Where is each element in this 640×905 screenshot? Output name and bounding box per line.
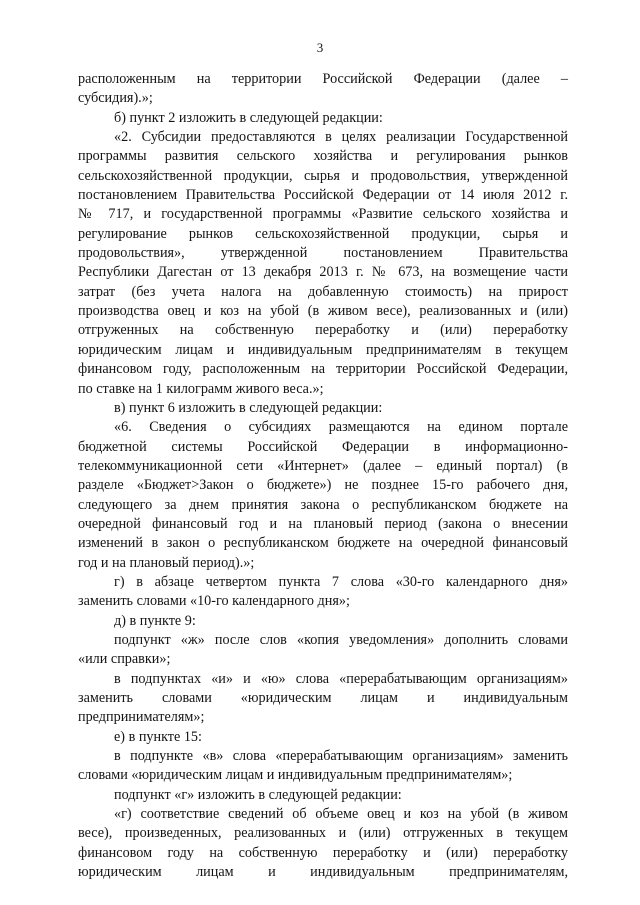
text-line: сельскохозяйственной продукции, сырья и продовольствия, утвержденной [78, 167, 568, 184]
document-body [78, 70, 568, 882]
text-line: субсидия).»; [78, 90, 153, 107]
text-line: расположенным на территории Российской Федерации (далее – [78, 71, 568, 87]
text-line: е) в пункте 15: [114, 728, 202, 745]
text-line: в) пункт 6 изложить в следующей редакции: [114, 399, 383, 416]
text-line: в подпункте «в» слова «перерабатывающим организациям» заменить [114, 748, 568, 765]
text-line: Республики Дагестан от 13 декабря 2013 г. № 673, на возмещение части [78, 264, 568, 281]
text-line: подпункт «ж» после слов «копия уведомления» дополнить словами [114, 631, 568, 648]
text-line: затрат (без учета налога на добавленную стоимость) на прирост [78, 283, 568, 300]
text-line: очередной финансовый год и на плановый период (закона о внесении [78, 515, 568, 532]
text-line: следующего за днем принятия закона о республиканском бюджете на [78, 496, 568, 513]
text-line: телекоммуникационной сети «Интернет» (далее – единый портал) (в [78, 457, 568, 474]
text-line: заменить словами «юридическим лицам и индивидуальным [78, 690, 568, 706]
text-line: предпринимателям»; [78, 709, 205, 726]
text-line: отгруженных на собственную переработку и (или) переработку [78, 322, 568, 339]
text-line: постановлением Правительства Российской Федерации от 14 июля 2012 г. [78, 187, 568, 204]
text-line: финансовом году, расположенным на территории Российской Федерации, [78, 361, 568, 378]
text-line: юридическим лицам и индивидуальным предпринимателям в текущем [78, 341, 568, 358]
text-line: программы развития сельского хозяйства и регулирования рынков [78, 148, 568, 165]
text-line: б) пункт 2 изложить в следующей редакции: [114, 109, 383, 126]
text-line: производства овец и коз на убой (в живом весе), реализованных и (или) [78, 303, 568, 320]
text-line: словами «юридическим лицам и индивидуальным предпринимателям»; [78, 767, 513, 784]
text-line: заменить словами «10-го календарного дня»; [78, 593, 350, 610]
text-line: «г) соответствие сведений об объеме овец и коз на убой (в живом [114, 806, 568, 823]
page-number: 3 [316, 40, 324, 55]
text-line: регулирование рынков сельскохозяйственной продукции, сырья и [78, 225, 568, 242]
text-line: «2. Субсидии предоставляются в целях реализации Государственной [114, 129, 568, 146]
text-line: подпункт «г» изложить в следующей редакции: [114, 786, 402, 803]
text-line: д) в пункте 9: [114, 612, 196, 629]
text-line: юридическим лицам и индивидуальным предпринимателям, [78, 864, 568, 881]
text-line: финансовом году на собственную переработку и (или) переработку [78, 844, 568, 861]
text-line: изменений в закон о республиканском бюджете на очередной финансовый [78, 535, 568, 552]
text-line: № 717, и государственной программы «Развитие сельского хозяйства и [78, 206, 568, 223]
text-line: по ставке на 1 килограмм живого веса.»; [78, 380, 324, 397]
text-line: весе), произведенных, реализованных и (или) отгруженных в текущем [78, 825, 568, 842]
text-line: г) в абзаце четвертом пункта 7 слова «30-го календарного дня» [114, 573, 568, 590]
text-line: разделе «Бюджет>Закон о бюджете») не позднее 15-го рабочего дня, [78, 477, 568, 494]
text-line: «или справки»; [78, 651, 171, 668]
text-line: в подпунктах «и» и «ю» слова «перерабатывающим организациям» [114, 670, 568, 687]
text-line: год и на плановый период).»; [78, 554, 255, 571]
text-line: бюджетной системы Российской Федерации в информационно- [78, 438, 568, 455]
text-line: «6. Сведения о субсидиях размещаются на едином портале [114, 419, 568, 436]
text-line: продовольствия», утвержденной постановлением Правительства [78, 245, 568, 262]
